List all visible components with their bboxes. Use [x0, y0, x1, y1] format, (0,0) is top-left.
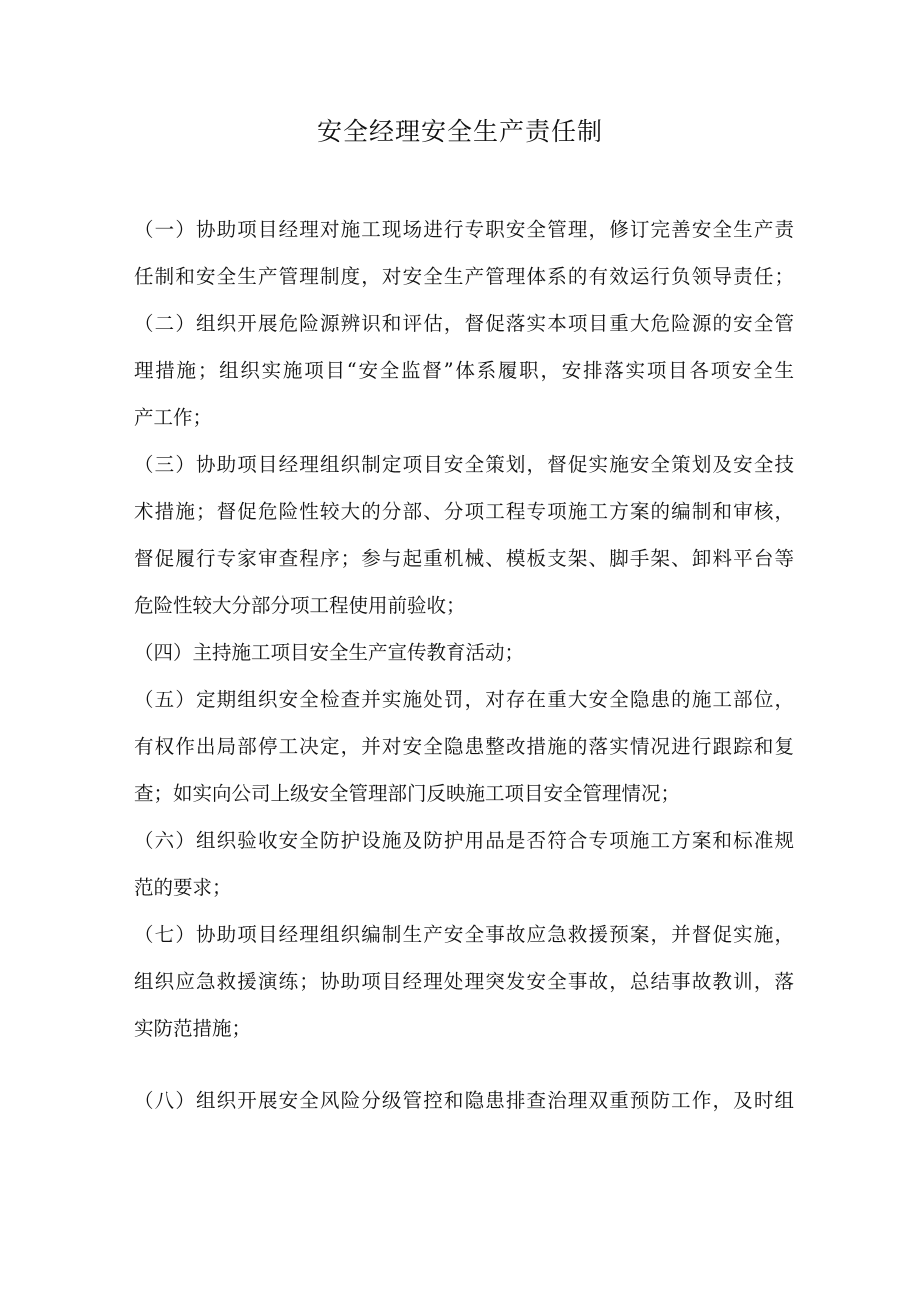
- paragraph-line: 术措施；督促危险性较大的分部、分项工程专项施工方案的编制和审核，: [134, 500, 794, 523]
- paragraph-line: 有权作出局部停工决定，并对安全隐患整改措施的落实情况进行跟踪和复: [134, 735, 794, 758]
- paragraph-line: 危险性较大分部分项工程使用前验收；: [134, 594, 466, 617]
- paragraph-line: 范的要求；: [134, 876, 232, 899]
- paragraph-line: （一）协助项目经理对施工现场进行专职安全管理，修订完善安全生产责: [134, 218, 794, 241]
- paragraph-line: （六）组织验收安全防护设施及防护用品是否符合专项施工方案和标准规: [134, 829, 794, 852]
- paragraph-line: 任制和安全生产管理制度，对安全生产管理体系的有效运行负领导责任；: [134, 265, 794, 288]
- paragraph-line: 组织应急救援演练；协助项目经理处理突发安全事故，总结事故教训，落: [134, 970, 794, 993]
- paragraph-line: （七）协助项目经理组织编制生产安全事故应急救援预案，并督促实施，: [134, 923, 794, 946]
- paragraph-line: （五）定期组织安全检查并实施处罚，对存在重大安全隐患的施工部位，: [134, 688, 794, 711]
- document-title: 安全经理安全生产责任制: [316, 117, 603, 146]
- paragraph-line: 实防范措施；: [134, 1017, 252, 1040]
- paragraph-line: （二）组织开展危险源辨识和评估，督促落实本项目重大危险源的安全管: [134, 312, 794, 335]
- paragraph-line: （四）主持施工项目安全生产宣传教育活动；: [134, 641, 525, 664]
- paragraph-line: （三）协助项目经理组织制定项目安全策划，督促实施安全策划及安全技: [134, 453, 794, 476]
- paragraph-line: 查；如实向公司上级安全管理部门反映施工项目安全管理情况；: [134, 782, 681, 805]
- paragraph-line: 理措施；组织实施项目“安全监督”体系履职，安排落实项目各项安全生: [134, 359, 794, 382]
- paragraph-line: （八）组织开展安全风险分级管控和隐患排查治理双重预防工作，及时组: [134, 1089, 794, 1112]
- paragraph-line: 督促履行专家审查程序；参与起重机械、模板支架、脚手架、卸料平台等: [134, 547, 794, 570]
- paragraph-line: 产工作；: [134, 406, 213, 429]
